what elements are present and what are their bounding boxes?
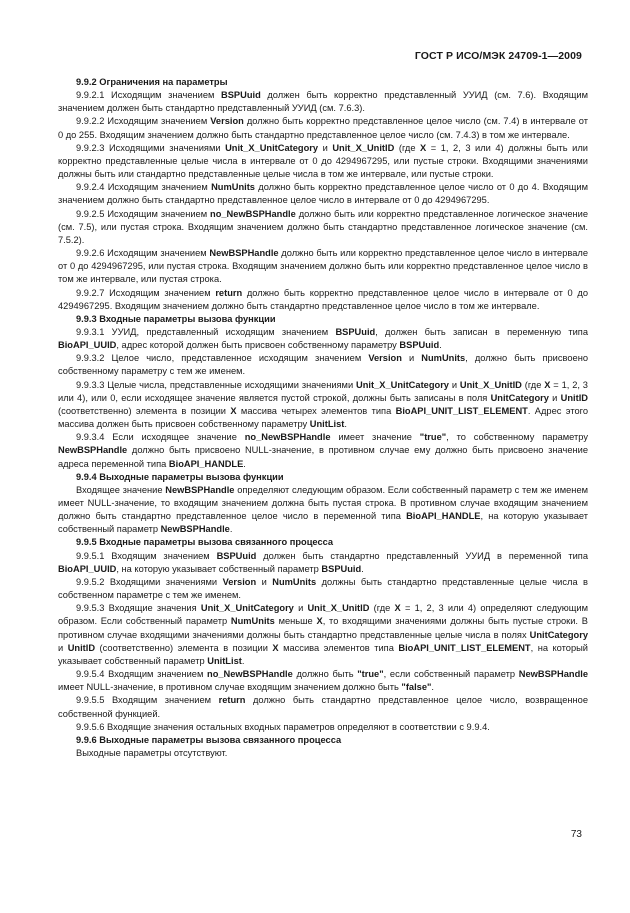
body-paragraph	[58, 142, 588, 181]
term: "true"	[357, 669, 384, 680]
term: NewBSPHandle	[160, 524, 230, 535]
term: UnitID	[560, 392, 588, 403]
term: BSPUuid	[221, 90, 261, 101]
text-run: , на которую указывает собственный параметр	[116, 563, 322, 574]
term: UnitList	[309, 419, 345, 430]
text-run: Выходные параметры отсутствуют.	[76, 747, 228, 758]
text-run: (соответственно) элемента в позиции	[58, 405, 231, 416]
term: 9.9.5 Входные параметры вызова связанного процесса	[76, 537, 334, 548]
term: X	[394, 603, 401, 614]
body-paragraph	[58, 287, 588, 313]
body-paragraph	[58, 484, 588, 537]
term: BSPUuid	[216, 550, 257, 561]
term: 9.9.4 Выходные параметры вызова функции	[76, 471, 284, 482]
body-paragraph	[58, 247, 588, 286]
term: Unit_X_UnitID	[459, 379, 522, 390]
term: Unit_X_UnitCategory	[200, 603, 294, 614]
text-run: 9.9.2.4 Исходящим значением	[76, 182, 212, 193]
text-run: определяют следующим образом. Если собственный параметр с тем же именем имеет NULL-значение, то входящим значением должна быть пустая строка. В противном случае входящим значением должно быть стандартно представленное целое число в переменной типа	[58, 484, 588, 522]
term: Version	[368, 353, 402, 364]
standard-designation: ГОСТ Р ИСО/МЭК 24709-1—2009	[414, 50, 582, 62]
text-run: . Адрес этого массива должен быть присвоен собственному параметру	[58, 405, 589, 430]
body-paragraph	[58, 181, 588, 207]
section-heading	[58, 471, 588, 484]
term: BioAPI_UUID	[58, 340, 117, 351]
term: no_NewBSPHandle	[244, 432, 331, 443]
page-number: 73	[570, 829, 582, 840]
text-run: имеет значение	[330, 432, 420, 443]
text-run: 9.9.5.6 Входящие значения остальных входных параметров определяют в соответствии с 9.9.4.	[76, 721, 490, 732]
text-run: 9.9.2.6 Исходящим значением	[76, 248, 210, 259]
term: 9.9.2 Ограничения на параметры	[76, 77, 228, 87]
text-run: 9.9.2.3 Исходящими значениями	[76, 142, 226, 153]
text-run: и	[401, 353, 422, 364]
term: BSPUuid	[335, 326, 376, 337]
text-run: меньше	[274, 616, 317, 627]
text-run: должно быть	[292, 669, 358, 680]
body-paragraph	[58, 602, 588, 668]
body-paragraph	[58, 694, 588, 720]
text-run: 9.9.3.3 Целые числа, представленные исходящими значениями	[76, 379, 356, 390]
text-run: должен быть стандартно представленный УУИД в переменной типа	[256, 550, 589, 561]
term: Unit_X_UnitID	[307, 603, 370, 614]
term: NumUnits	[230, 616, 275, 627]
text-run: .	[361, 563, 364, 574]
term: NumUnits	[211, 182, 255, 193]
term: NewBSPHandle	[58, 445, 128, 456]
body-paragraph	[58, 89, 588, 115]
document-body	[58, 76, 588, 760]
text-run: , то собственному параметру	[446, 432, 589, 443]
text-run: (где	[369, 603, 395, 614]
term: UnitID	[67, 642, 96, 653]
term: "true"	[419, 432, 447, 443]
text-run: Входящее значение	[76, 484, 166, 495]
text-run: 9.9.3.1 УУИД, представленный исходящим значением	[76, 326, 336, 337]
text-run: должно быть корректно представленное целое число в интервале от 0 до 4294967295. Входящим значением должно быть стандартно представленное целое число в том же интервале.	[58, 287, 589, 311]
term: Version	[210, 116, 244, 127]
text-run: 9.9.5.2 Входящими значениями	[76, 576, 223, 587]
text-run: (где	[394, 142, 421, 153]
term: no_NewBSPHandle	[210, 208, 296, 219]
term: X	[544, 379, 551, 390]
text-run: 9.9.2.1 Исходящим значением	[76, 90, 222, 101]
term: BioAPI_UNIT_LIST_ELEMENT	[395, 405, 528, 416]
text-run: , на который указывает собственный параметр	[58, 642, 588, 666]
term: 9.9.6 Выходные параметры вызова связанного процесса	[76, 734, 342, 745]
text-run: .	[344, 419, 347, 430]
text-run: и	[256, 576, 273, 587]
section-heading	[58, 313, 588, 326]
text-run: .	[243, 458, 246, 469]
body-paragraph	[58, 326, 588, 352]
text-run: и	[548, 392, 561, 403]
text-run: 9.9.2.7 Исходящим значением	[76, 287, 216, 298]
body-paragraph	[58, 576, 588, 602]
text-run: должен быть корректно представленный УУИД (см. 7.6). Входящим значением должен быть стандартно представленный УУИД (см. 7.6.3).	[58, 90, 588, 114]
text-run: 9.9.5.3 Входящие значения	[76, 603, 201, 614]
term: BioAPI_UUID	[58, 563, 117, 574]
body-paragraph	[58, 668, 588, 694]
term: BioAPI_HANDLE	[406, 511, 481, 522]
term: NewBSPHandle	[518, 669, 589, 680]
text-run: имеет NULL-значение, в противном случае входящим значением должно быть	[58, 682, 402, 693]
text-run: .	[241, 655, 245, 666]
term: X	[272, 642, 279, 653]
text-run: .	[439, 340, 442, 351]
text-run: , должен быть записан в переменную типа	[375, 326, 588, 337]
text-run: 9.9.5.4 Входящим значением	[76, 669, 208, 680]
term: no_NewBSPHandle	[207, 669, 293, 680]
text-run: = 1, 2, 3 или 4) должны быть или корректно представленные целые числа в интервале от 0 до 4294967295, или пустые строки. Входящими значениями должны быть или стандартно представленные целые числа в том же интервале, или пустые строки.	[58, 142, 588, 180]
term: UnitCategory	[529, 629, 588, 640]
term: "false"	[401, 682, 432, 693]
term: Unit_X_UnitCategory	[356, 379, 449, 390]
body-paragraph	[58, 208, 588, 247]
term: BioAPI_UNIT_LIST_ELEMENT	[398, 642, 531, 653]
term: return	[215, 287, 243, 298]
text-run: должно быть присвоено NULL-значение, в противном случае ему должно быть присвоено значение адреса переменной типа	[58, 445, 588, 469]
text-run: и	[58, 642, 68, 653]
text-run: , на которую указывает собственный параметр	[58, 511, 588, 535]
text-run: 9.9.2.2 Исходящим значением	[76, 116, 211, 127]
term: NumUnits	[272, 576, 317, 587]
term: return	[218, 695, 246, 706]
text-run: , адрес которой должен быть присвоен собственному параметру	[116, 340, 400, 351]
text-run: , то входящими значениями должны быть пустые строки. В противном случае входящими значениями должны быть стандартно представленные целые числа в полях	[58, 616, 588, 640]
section-heading	[58, 536, 588, 549]
section-heading	[58, 76, 588, 89]
text-run: 9.9.5.1 Входящим значением	[76, 550, 217, 561]
text-run: .	[431, 682, 435, 693]
text-run: = 1, 2, 3 или 4) определяют следующим образом. Если собственный параметр	[58, 603, 588, 627]
term: BioAPI_HANDLE	[168, 458, 244, 469]
text-run: должно быть стандартно представленное целое число, возвращенное собственной функцией.	[58, 695, 588, 719]
text-run: , если собственный параметр	[383, 669, 519, 680]
term: Unit_X_UnitCategory	[225, 142, 319, 153]
text-run: массива четырех элементов типа	[236, 405, 396, 416]
term: BSPUuid	[321, 563, 362, 574]
text-run: массива элементов типа	[278, 642, 399, 653]
text-run: (соответственно) элемента в позиции	[95, 642, 273, 653]
text-run: должно быть корректно представленное целое число (см. 7.4) в интервале от 0 до 255. Входящим значением должно быть стандартно представленное целое число (см. 7.4.3) в том же интервале.	[58, 116, 589, 140]
text-run: и	[448, 379, 460, 390]
text-run: 9.9.3.2 Целое число, представленное исходящим значением	[76, 353, 369, 364]
term: X	[230, 405, 237, 416]
body-paragraph	[58, 115, 588, 141]
body-paragraph	[58, 550, 588, 576]
term: Unit_X_UnitID	[332, 142, 395, 153]
text-run: = 1, 2, 3 или 4), или 0, если исходящее значение является пустой строкой, должны быть записаны в поля	[58, 379, 588, 403]
text-run: 9.9.3.4 Если исходящее значение	[76, 432, 245, 443]
text-run: 9.9.5.5 Входящим значением	[76, 695, 219, 706]
term: X	[420, 142, 427, 153]
term: Version	[222, 576, 257, 587]
body-paragraph	[58, 352, 588, 378]
body-paragraph	[58, 747, 588, 760]
term: 9.9.3 Входные параметры вызова функции	[76, 313, 276, 324]
text-run: должны быть стандартно представленные целые числа в собственном параметре с тем же именем.	[58, 576, 588, 601]
body-paragraph	[58, 431, 588, 470]
term: UnitCategory	[490, 392, 549, 403]
document-header	[415, 50, 582, 62]
term: NewBSPHandle	[165, 484, 235, 495]
term: NewBSPHandle	[209, 248, 279, 259]
body-paragraph	[58, 379, 588, 432]
text-run: 9.9.2.5 Исходящим значением	[76, 208, 211, 219]
text-run: и	[293, 603, 308, 614]
text-run: должно быть корректно представленное целое число от 0 до 4. Входящим значением должно быть стандартно представленное целое число в интервале от 0 до 4294967295.	[58, 182, 588, 206]
text-run: , должно быть присвоено собственному параметру с тем же именем.	[58, 353, 588, 377]
term: UnitList	[207, 655, 242, 666]
section-heading	[58, 734, 588, 747]
text-run: (где	[521, 379, 545, 390]
text-run: должно быть или корректно представленное логическое значение (см. 7.5), или пустая строка. Входящим значением должно быть стандартно представленное логическое значение (см. 7.5.2).	[58, 208, 588, 245]
body-paragraph	[58, 721, 588, 734]
term: BSPUuid	[399, 340, 440, 351]
term: NumUnits	[421, 353, 466, 364]
term: X	[316, 616, 323, 627]
text-run: и	[318, 142, 333, 153]
text-run: .	[229, 524, 233, 535]
text-run: должно быть или корректно представленное целое число в интервале от 0 до 4294967295, или пустая строка. Входящим значением должно быть или корректно представленное целое число в том же интервале, или пустая строка.	[58, 248, 588, 285]
